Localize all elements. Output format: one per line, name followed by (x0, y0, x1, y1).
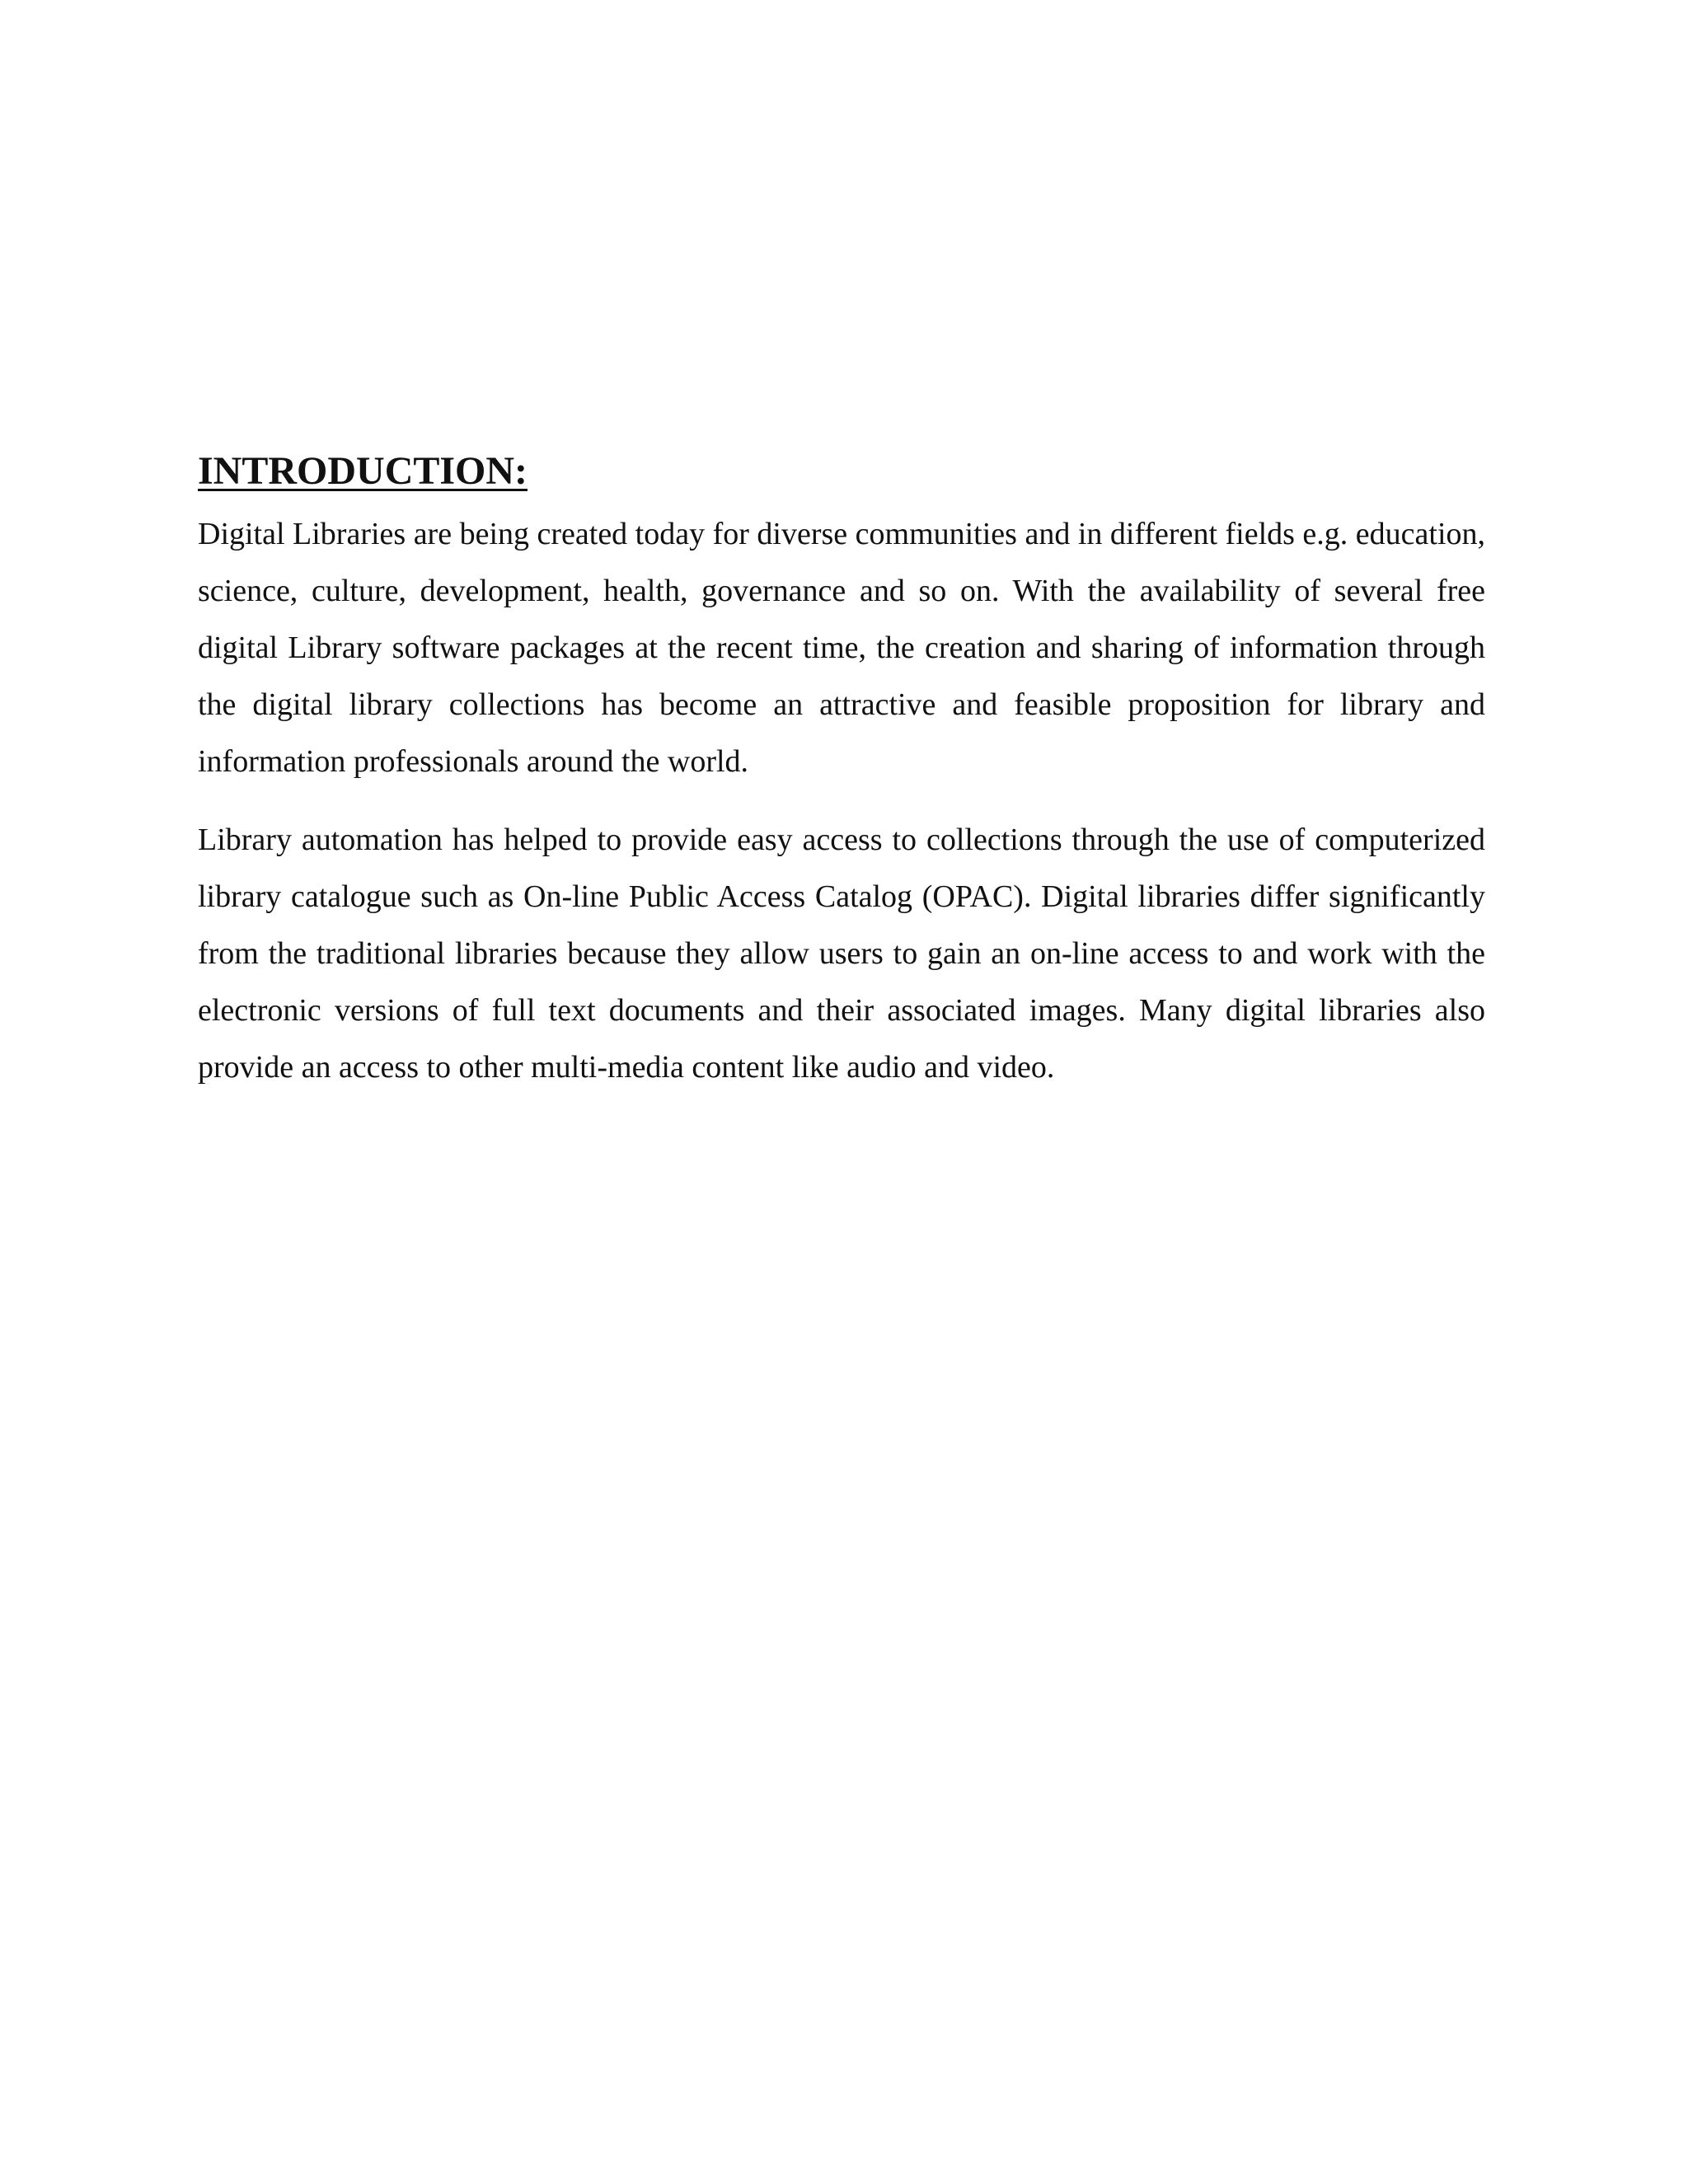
section-heading: INTRODUCTION: (198, 449, 528, 493)
paragraph-2: Library automation has helped to provide easy access to collections through the use of computerized library catalogue such as On-line Public Access Catalog (OPAC). Digital libraries differ significantly from the traditional libraries because they allow users to gain an on-line access to and work with the electronic versions of full text documents and their associated images. Many digital libraries also provide an access to other multi-media content like audio and video. (198, 823, 1485, 1085)
document-body (198, 445, 1485, 1096)
paragraph-1: Digital Libraries are being created today for diverse communities and in different fields e.g. education, science, culture, development, health, governance and so on. With the availability of several free digital Library software packages at the recent time, the creation and sharing of information through the digital library collections has become an attractive and feasible proposition for library and information professionals around the world. (198, 517, 1486, 779)
